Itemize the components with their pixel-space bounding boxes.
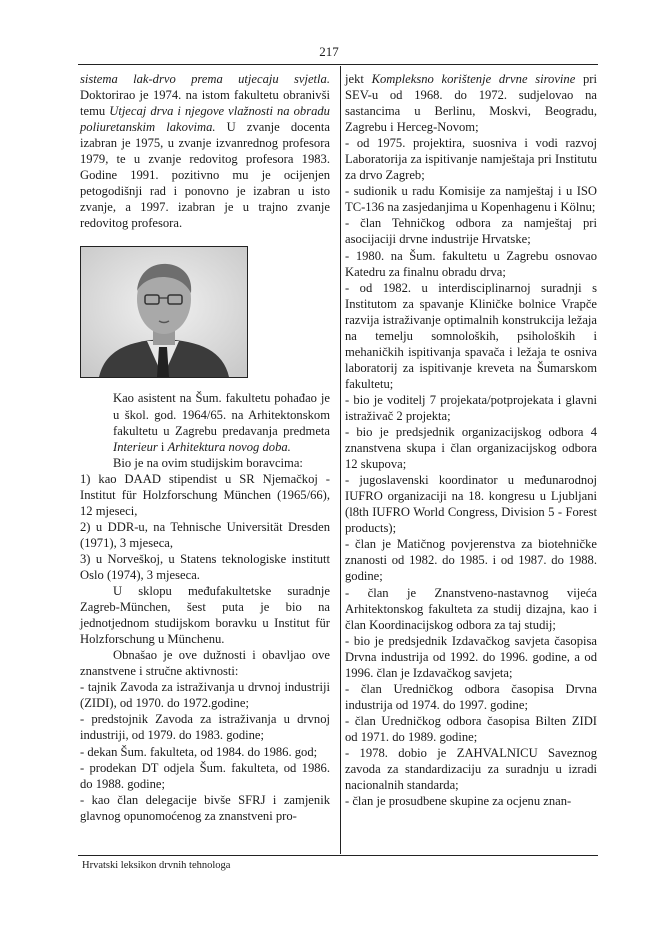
activity-item: - član je prosudbene skupine za ocjenu znan- — [345, 794, 572, 809]
column-divider — [340, 66, 341, 854]
sev-text-a: jekt — [345, 72, 372, 86]
lectures-text-a: Kao asistent na Šum. fakultetu pohađao je u škol. god. 1964/65. na Arhitektonskom fakultetu u Zagrebu predavanja predmeta — [113, 391, 330, 438]
activity-item: - 1978. dobio je ZAHVALNICU Saveznog zavoda za standardizaciju za suradnju u izradi nacionalnih standarda; — [345, 745, 597, 793]
stays-intro: Bio je na ovim studijskim boravcima: — [113, 455, 303, 470]
activity-item: - član Uredničkog odbora časopisa Bilten ZIDI od 1971. do 1989. godine; — [345, 713, 597, 744]
duty-item: - tajnik Zavoda za istraživanja u drvnoj industriji (ZIDI), od 1970. do 1972.godine; — [80, 680, 330, 711]
intro-text-a: Doktorirao je 1974. na istom fakultetu obranivši temu — [80, 88, 330, 119]
sev-text-c: pri SEV-u od 1968. do 1972. sudjelovao na sastancima u Berlinu, Moskvi, Beogradu, Zagrebu i Herceg-Novom; — [345, 72, 597, 135]
activity-item: - bio je predsjednik Izdavačkog savjeta časopisa Drvna industrija od 1992. do 1996. godine, a od 1996. član je Izdavačkog savjeta; — [345, 633, 597, 680]
architecture-lectures — [113, 390, 330, 454]
footer-rule — [78, 855, 598, 856]
lectures-text-c: i — [157, 439, 168, 454]
activity-item: - član je Znanstveno-nastavnog vijeća Arhitektonskog fakulteta za studij dizajna, kao i član Koordinacijskog odbora za taj studij; — [345, 585, 597, 632]
activity-item: - od 1982. u interdisciplinarnoj suradnji s Institutom za spavanje Kliničke bolnice Vrapče razvija istraživanje optimalnih konstrukcija ležaja na temelju somnoloških, psiholoških i mehaničkih ispitivanja spavača i ležaja te osniva laboratorij za ispitivanje kreveta na Šumarskom fakultetu; — [345, 280, 597, 391]
activity-item: - sudionik u radu Komisije za namještaj i u ISO TC-136 na zasjedanjima u Kopenhagenu i Kölnu; — [345, 184, 597, 215]
stay-item: 1) kao DAAD stipendist u SR Njemačkoj - Institut für Holzforschung München (1965/66), 12 mjeseci, — [80, 471, 330, 518]
activity-item: - od 1975. projektira, suosniva i vodi razvoj Laboratorija za ispitivanje namještaja pri Institutu za drvo Zagreb; — [345, 136, 597, 183]
sev-project-item — [345, 71, 597, 135]
course-interieur: Interieur — [113, 439, 158, 454]
activity-item: - bio je predsjednik organizacijskog odbora 4 znanstvena skupa i član organizacijskog odbora 12 skupova; — [345, 425, 597, 472]
right-column — [345, 71, 597, 809]
portrait-photo — [80, 246, 248, 378]
duty-item: - predstojnik Zavoda za istraživanja u drvnoj industriji, od 1979. do 1983. godine; — [80, 712, 330, 743]
duty-item: - kao član delegacije bivše SFRJ i zamjenik glavnog opunomoćenog za znanstveni pro- — [80, 792, 330, 823]
portrait-block — [80, 246, 330, 390]
activity-item: - jugoslavenski koordinator u međunarodnoj IUFRO organizaciji na 18. kongresu u Ljubljani (l8th IUFRO World Congress, Division 5 - Forest products); — [345, 473, 597, 536]
munich-paragraph: U sklopu međufakultetske suradnje Zagreb-München, šest puta je bio na jednotjednom studijskom boravku u Institut für Holzforschung u Münchenu. — [80, 584, 330, 647]
duty-item: - dekan Šum. fakulteta, od 1984. do 1986. god; — [80, 744, 318, 759]
thesis-title: Utjecaj drva i njegove vlažnosti na obradu poliuretanskim lakovima. — [80, 104, 330, 135]
activity-item: - član Tehničkog odbora za namještaj pri asocijaciji drvne industrije Hrvatske; — [345, 216, 597, 247]
left-column — [80, 71, 330, 824]
duties-intro: Obnašao je ove dužnosti i obavljao ove znanstvene i stručne aktivnosti: — [80, 648, 330, 679]
intro-text-c: U zvanje docenta izabran je 1975, u zvanje izvanrednog profesora 1979, te u zvanje redovitog profesora 1983. Godine 1991. pozitivno mu je ocijenjen petogodišnji rad i ponovno je izabran u isto zvanje, a 1997. izabran je u trajno zvanje redovitog profesora. — [80, 120, 330, 231]
portrait-image — [81, 247, 247, 377]
activity-item: - 1980. na Šum. fakultetu u Zagrebu osnovao Katedru za finalnu obradu drva; — [345, 248, 597, 279]
activity-item: - bio je voditelj 7 projekata/potprojekata i glavni istraživač 2 projekta; — [345, 392, 597, 423]
stay-item: 3) u Norveškoj, u Statens teknologiske institutt Oslo (1974), 3 mjeseca. — [80, 551, 330, 582]
duty-item: - prodekan DT odjela Šum. fakulteta, od 1986. do 1988. godine; — [80, 760, 330, 791]
intro-paragraph — [80, 71, 330, 231]
sev-project-title: Kompleksno korištenje drvne sirovine — [371, 72, 576, 86]
activity-item: - član Uredničkog odbora časopisa Drvna industrija od 1974. do 1997. godine; — [345, 681, 597, 712]
stay-item: 2) u DDR-u, na Tehnische Universität Dresden (1971), 3 mjeseca, — [80, 519, 330, 550]
header-rule — [78, 64, 598, 65]
page-number: 217 — [319, 44, 339, 59]
intro-title: sistema lak-drvo prema utjecaju svjetla. — [80, 72, 330, 86]
activity-item: - član je Matičnog povjerenstva za biotehničke znanosti od 1982. do 1985. i od 1987. do 1988. godine; — [345, 537, 597, 584]
running-footer: Hrvatski leksikon drvnih tehnologa — [82, 860, 231, 871]
course-architecture: Arhitektura novog doba. — [167, 439, 291, 454]
